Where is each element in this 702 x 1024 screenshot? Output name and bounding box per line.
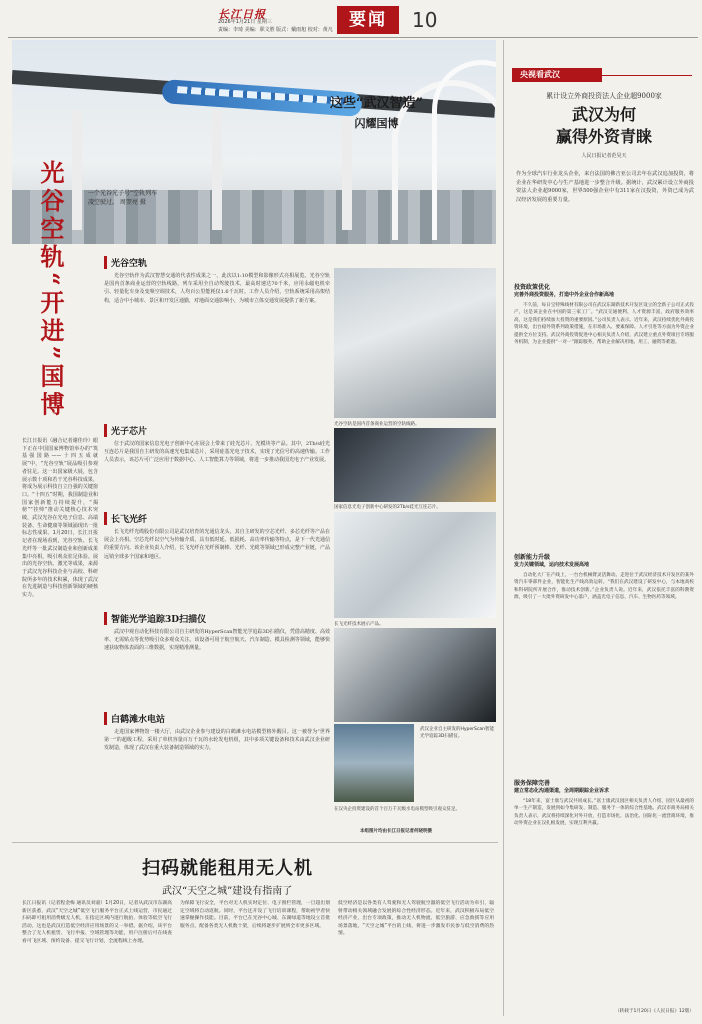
bridge-arch [432,60,496,240]
image-caption: 在汉央企投资建设的首个百万千瓦级水电站模型吸引观众驻足。 [334,807,460,812]
monorail-station-photo [334,268,496,418]
section-hydropower [104,712,330,753]
drone-subheadline: 武汉“天空之城”建设有指南了 [162,886,293,897]
caption-line: 一个光谷光子号”空轨列车 [88,190,158,197]
section-title: 白鹤滩水电站 [104,712,330,725]
image-caption: 光谷空轨是国内首条商业运营的空轨线路。 [334,422,420,427]
section-title: 光谷空轨 [104,256,330,269]
right-subhead-2-tagline: 发力关键领域，运向技术发展高地 [514,562,590,568]
newspaper-logo: 长江日报 [218,8,266,21]
section-title: 长飞光纤 [104,512,330,525]
feature-headline-line1: 这些“武汉智造” [330,96,423,111]
section-fiber [104,512,330,561]
section-photonic-chip [104,424,330,465]
feature-headline-line2: 闪耀国博 [354,117,399,130]
hydropower-model-photo [334,724,414,802]
fiber-product-photo [334,512,496,618]
column-divider [503,40,504,1016]
section-title: 智能光学追踪3D扫描仪 [104,612,330,625]
right-subhead-1-tagline: 完善外商投资服务，打造中外企业合作新高地 [514,292,615,298]
right-subhead-1: 投资政策优化 [514,284,551,291]
photonic-chip-photo [334,428,496,502]
right-kicker: 累计设立外商投资法人企业超9000家 [546,92,662,100]
image-caption: 国家信息光电子创新中心研发的2Tb/s硅光互连芯片。 [334,505,441,510]
right-body-3: “18年来，富士康与武汉共同成长。”富士康武汉园区相关负责人介绍，园区从最初的单一生产制造，发展到如今集研发、制造、服务于一体的综合性基地。武汉市商务局相关负责人表示，武汉将持续深化对外开放，打造市场化、法治化、国际化一流营商环境，推动外资企业在汉扎根发展，实现互利共赢。 [514,799,694,827]
section-3d-scanner [104,612,330,653]
right-body-2: 自动化大厂在产线上，一台台机械臂灵活舞动。走进位于武汉经济技术开发区的某外资汽车零部件企业，智能化生产线高效运转。“我们在武汉建设了研发中心，与本地高校和科研院所开展合作，推动技术创新。”企业负责人说。近年来，武汉依托丰富的科教资源，吸引了一大批外资研发中心落户，涵盖光电子信息、汽车、生物医药等领域。 [514,573,694,601]
right-body-1: 不久前，每日宝特殊线材有限公司在武汉东湖新技术开发区设立的全新子公司正式投产，这是该企业在中国的第三家工厂。“武汉交通便利、人才资源丰富，政府服务效率高，这是我们持续加大投资的重要原因。”公司负责人表示。近年来，武汉持续优化外商投资环境，出台稳外资系列政策措施，在市场准入、要素保障、人才引进等方面为外资企业提供全方位支持。武汉外商投资促进中心相关负责人介绍，武汉建立重点外资项目专班服务机制，为企业提供“一对一”跟踪服务，帮助企业解决用地、用工、融资等难题。 [514,303,694,346]
drone-body-col3: 低空经济是以各类有人驾驶和无人驾驶航空器的低空飞行活动为牵引，辐射带动相关领域融合发展的综合性经济形态。近年来，武汉积极布局低空经济产业，出台专项政策，推动无人机物流、低空旅游、应急救援等应用场景落地，“天空之城”平台的上线，将进一步激发市民参与低空消费的热情。 [338,901,494,937]
right-headline-line2: 赢得外资青睐 [555,127,652,146]
divider [12,842,498,843]
section-body: 走进国家博物馆一楼大厅，由武汉企业参与建设的白鹤滩水电站模型格外醒目。这一被誉为“世界第一”的超级工程，采用了单机容量百万千瓦的水轮发电机组，其中多项关键设备和技术由武汉企业研发制造，体现了武汉在重大装备制造领域的实力。 [104,729,330,752]
section-monorail [104,256,330,305]
image-caption: 长飞光纤技术展示产品。 [334,622,384,627]
right-lead: 作为全球汽车行业龙头企业，来自法国的佛吉亚公司去年在武汉追加投资，将企业在华研发中心与生产基地进一步整合升级。据统计，武汉累计设立外商投资法人企业超9000家，世界500强企业中有311家在汉投资，外资已成为武汉经济发展的重要力量。 [516,171,694,203]
section-body: 长飞光纤光缆股份有限公司是武汉培育的光通信龙头，其自主研发的空芯光纤、多芯光纤等产品在展会上亮相。空芯光纤以空气为传输介质，具有低时延、低损耗、高功率传输等特点，是下一代光通信的重要方向。该企业负责人介绍，长飞光纤在光纤预制棒、光纤、光缆等领域已形成完整产业链，产品远销全球多个国家和地区。 [104,529,330,560]
right-byline: 人民日报记者范昊天 [581,153,627,159]
caption-line: 凌空驶过。 周翌亮 摄 [88,199,146,206]
lead-column: 长江日报讯（融合记者谢佳玲）眼下正在中国国家博物馆举办的“筑基强国路——十四五成就展”中，“光谷空轨”展品吸引参观者驻足。这一出国家级大展，包含展示数十项和若干光谷科技成果，将成为展示科技自立自强的关键窗口。“十四五”时期，我国制造业和国家创新能力持续提升，“揭榜”“挂帅”推动关键核心技术突破，武汉光谷在光电子信息、高端装备、生命健康等领域涌现出一批标志性成果。1月20日，长江日报记者在现场看到，光谷空轨、长飞光纤等一批武汉制造业和创新成果集中亮相，吸引观众驻足体验。展出的光谷空轨、激光等成果，来源于武汉光谷科技企业与高校、科研院所多年的技术积累，体现了武汉在先进制造与科技创新领域的硬核实力。 [22,438,98,599]
feature-headline [330,92,423,131]
right-headline-line1: 武汉为何 [571,105,636,124]
masthead [8,2,698,38]
right-subhead-3-tagline: 建立常态化沟通渠道，全周期跟踪企业诉求 [514,788,610,794]
drone-body-col2: 为保障飞行安全，平台对无人机实时定位、电子围栏管理，一旦超出划定空域将自动返航。同时，平台还开设了飞行培训课程，帮助初学者快速掌握操作技能。目前，平台已在光谷中心城、东湖绿道等地设立首批服务点，配备各类无人机数十架，后续将逐步扩展到全市更多区域。 [180,901,330,929]
track-pillar [72,110,82,230]
tag-rule [602,75,692,76]
right-subhead-2: 创新能力升级 [514,554,551,561]
editor-credits: 责编：李琦 美编：职文胜 版式：戴雨旭 校对：黄凡 [218,27,333,33]
cctv-tag: 央视看武汉 [512,68,602,82]
drone-headline: 扫码就能租用无人机 [142,858,313,879]
section-body: 武汉中观自动化科技有限公司自主研发的HyperScan智能光学追踪3D扫描仪，凭借高精度、高效率、无需贴点等优势吸引众多观众关注。该设备可用于航空航天、汽车制造、模具检测等领域，能够快速获取物体表面的三维数据，实现精准测量。 [104,629,330,652]
right-headline [512,104,696,148]
issue-date: 2026年1月21日 星期三 [218,19,272,25]
section-body: 光谷空轨作为武汉智慧交通的代表性成果之一，此次以1:10模型和影像形式亮相展览。光谷空轨是国内首条商业运营的空轨线路，列车采用全自动驾驶技术，最高时速达70千米，应用永磁电机牵引、轻量化车身及变频空调技术，人均百公里能耗仅1.6千瓦时。工作人员介绍，空轨系统采用高架结构，适合中小城市、景区和开发区通勤，对地面交通影响小，为城市立体交通发展提供了新方案。 [104,273,330,304]
right-subhead-3: 服务保障完善 [514,780,551,787]
section-body: 位于武汉的国家信息光电子创新中心在展会上带来了硅光芯片、光模块等产品。其中，2Tb/s硅光互连芯片是我国自主研发的高速光电集成芯片，采用硅基光电子技术，实现了光信号的高速传输。工作人员表示，该芯片可广泛应用于数据中心、人工智能算力等领域，将进一步推动我国光电子产业发展。 [104,441,330,464]
monorail-photo [12,40,496,244]
image-caption: 武汉企业自主研发的HyperScan智能光学追踪3D扫描仪。 [420,727,494,739]
section-label: 要闻 [337,6,399,34]
track-pillar [212,110,222,230]
vertical-main-title: 光谷空轨“开进”国博 [36,160,65,420]
drone-body-col1: 长江日报讯（记者程金梅 通讯员刘嘉）1月20日，记者从武汉市东湖高新区获悉，武汉“天空之城”低空飞行服务平台正式上线运营，市民通过扫码即可租用消费级无人机，在指定区域内进行航拍、体验等低空飞行活动。这也是武汉打造低空经济应用场景的又一举措。据介绍，该平台整合了无人机租赁、飞行申报、空域管理等功能，用户注册后可在线查看可飞区域、预约设备、提交飞行计划，全流程线上办理。 [22,901,172,944]
right-source: （转载于1月20日《人民日报》12版） [615,1009,694,1014]
page-number: 10 [412,8,438,32]
photo-credit: 本组图片均由长江日报记者何晓明摄 [360,829,432,834]
scanner-photo [334,628,496,722]
section-title: 光子芯片 [104,424,330,437]
top-photo-caption [88,189,157,207]
